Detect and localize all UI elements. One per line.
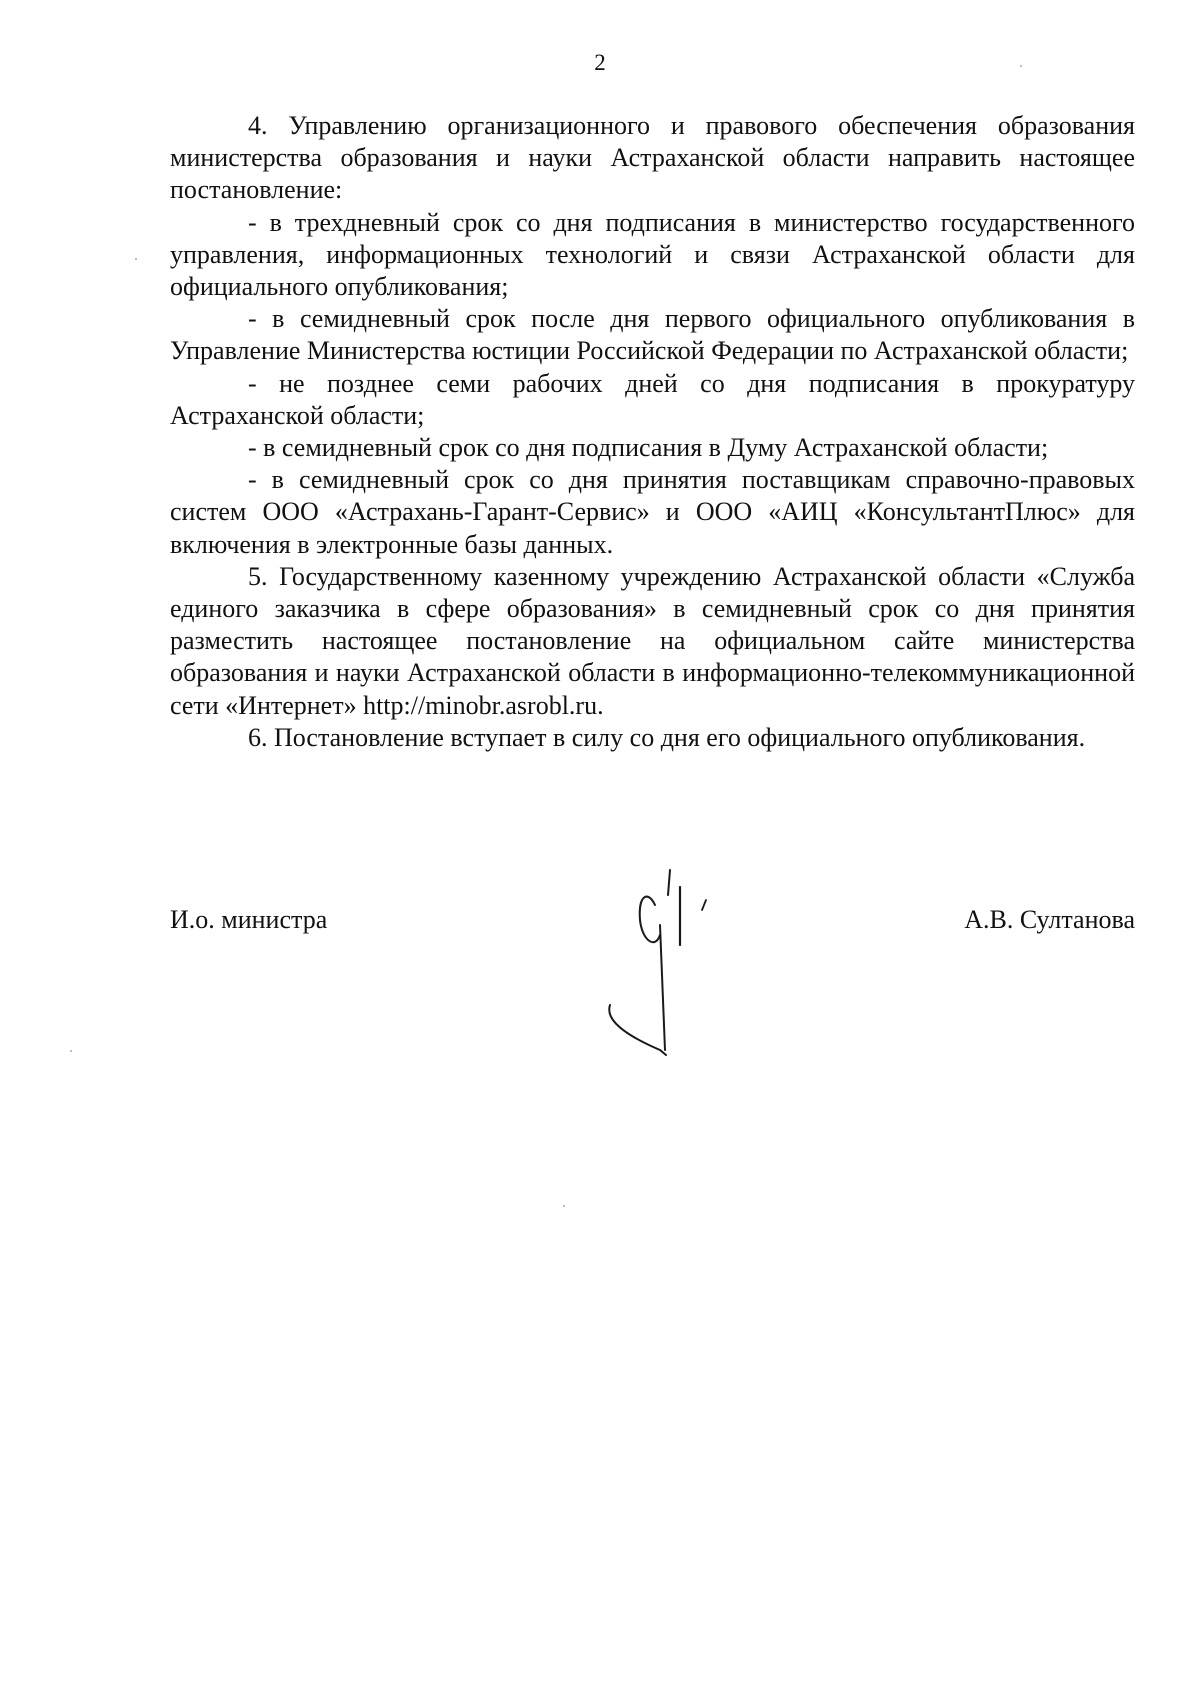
paragraph-subitem-legal-systems: - в семидневный срок со дня принятия поставщикам справочно-правовых систем ООО «Астрахань-Гарант-Сервис» и ООО «АИЦ «КонсультантПлюс» для включения в электронные базы данных. — [170, 465, 1135, 559]
scan-speck — [563, 1205, 565, 1207]
document-body — [170, 110, 1135, 754]
paragraph-subitem-duma: - в семидневный срок со дня подписания в Думу Астраханской области; — [248, 433, 1049, 463]
paragraph-item-5: 5. Государственному казенному учреждению Астраханской области «Служба единого заказчика в сфере образования» в семидневный срок со дня принятия разместить настоящее постановление на официальном сайте министерства образования и науки Астраханской области в информационно-телекоммуникационной сети «Интернет» http://minobr.asrobl.ru. — [170, 561, 1135, 720]
paragraph-subitem-ministry: - в трехдневный срок со дня подписания в министерство государственного управления, информационных технологий и связи Астраханской области для официального опубликования; — [170, 207, 1135, 302]
page-number: 2 — [594, 50, 606, 75]
signer-name: А.В. Султанова — [964, 905, 1135, 934]
paragraph-subitem-justice: - в семидневный срок после дня первого официального опубликования в Управление Министерства юстиции Российской Федерации по Астраханской области; — [170, 304, 1135, 366]
signer-title: И.о. министра — [170, 905, 328, 934]
paragraph-item-6: 6. Постановление вступает в силу со дня его официального опубликования. — [248, 722, 1086, 752]
scan-speck — [1020, 65, 1022, 67]
scan-speck — [70, 1050, 72, 1052]
handwritten-signature — [600, 865, 740, 1065]
paragraph-subitem-prosecutor: - не позднее семи рабочих дней со дня подписания в прокуратуру Астраханской области; — [170, 368, 1135, 430]
paragraph-item-4: 4. Управлению организационного и правового обеспечения образования министерства образования и науки Астраханской области направить настоящее постановление: — [170, 111, 1135, 205]
scan-speck — [135, 258, 137, 260]
